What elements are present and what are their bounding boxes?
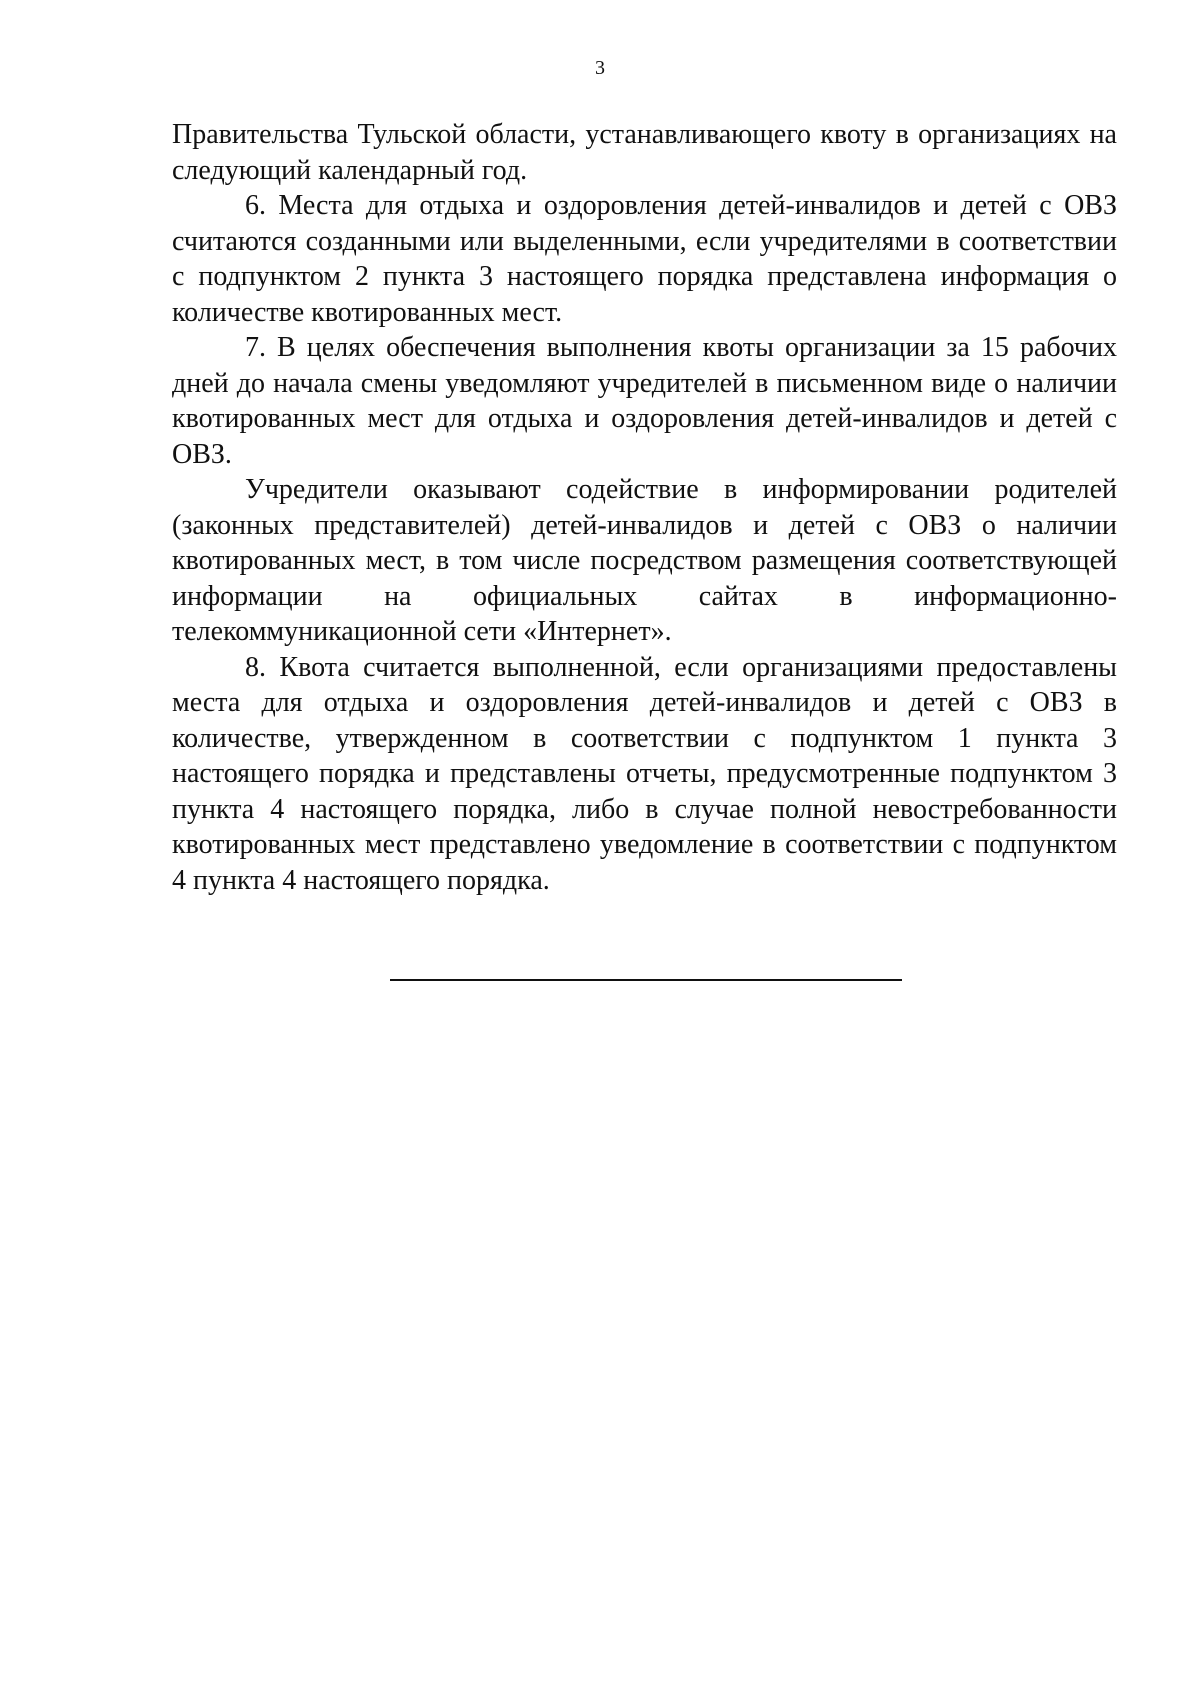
paragraph-continuation: Правительства Тульской области, устанавливающего квоту в организациях на следующий календарный год. <box>172 119 1117 186</box>
paragraph-item-8: 8. Квота считается выполненной, если организациями предоставлены места для отдыха и оздоровления детей-инвалидов и детей с ОВЗ в количестве, утвержденном в соответствии с подпунктом 1 пункта 3 настоящего порядка и представлены отчеты, предусмотренные подпунктом 3 пункта 4 настоящего порядка, либо в случае полной невостребованности квотированных мест представлено уведомление в соответствии с подпунктом 4 пункта 4 настоящего порядка. <box>172 651 1117 896</box>
paragraph-item-7: 7. В целях обеспечения выполнения квоты организации за 15 рабочих дней до начала смены уведомляют учредителей в письменном виде о наличии квотированных мест для отдыха и оздоровления детей-инвалидов и детей с ОВЗ. <box>172 332 1117 470</box>
paragraph-founders-assistance: Учредители оказывают содействие в информировании родителей (законных представителей) детей-инвалидов и детей с ОВЗ о наличии квотированных мест, в том числе посредством размещения соответствующей информации на официальных сайтах в информационно-телекоммуникационной сети «Интернет». <box>172 474 1117 647</box>
page-number: 3 <box>595 57 605 79</box>
paragraph-item-6: 6. Места для отдыха и оздоровления детей-инвалидов и детей с ОВЗ считаются созданными или выделенными, если учредителями в соответствии с подпунктом 2 пункта 3 настоящего порядка представлена информация о количестве квотированных мест. <box>172 190 1117 328</box>
end-separator-line <box>390 979 902 981</box>
document-body <box>172 117 1117 898</box>
